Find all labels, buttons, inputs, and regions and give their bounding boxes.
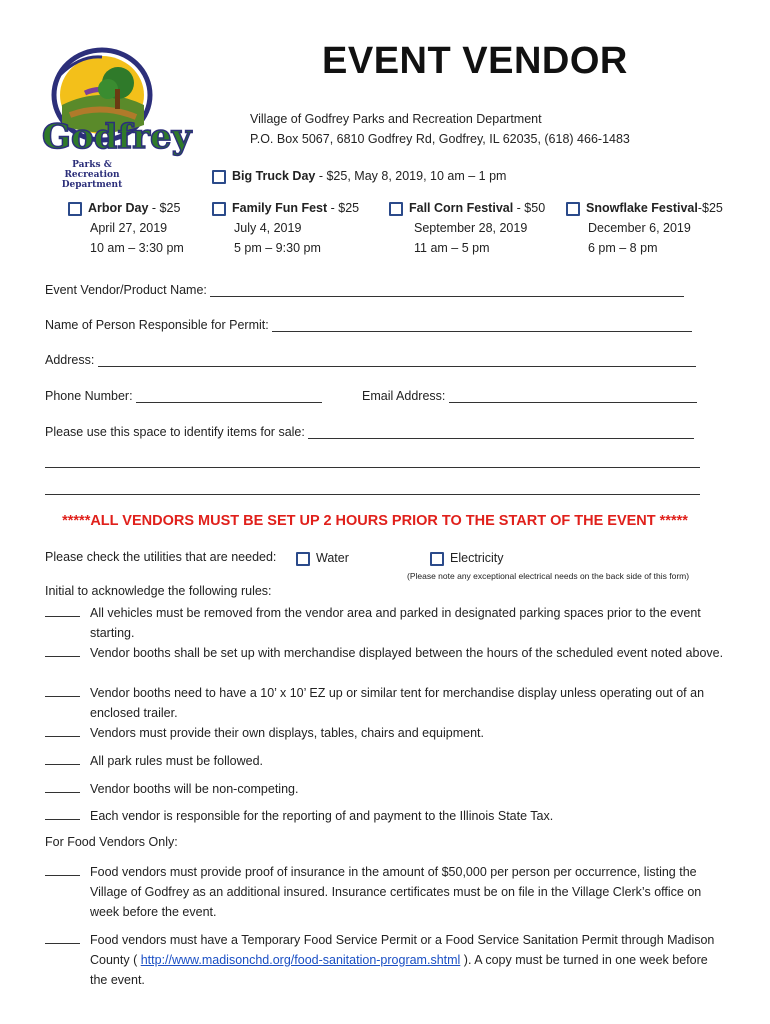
address-row [45,353,696,367]
items-label: Please use this space to identify items for sale: [45,425,305,439]
event-price: - $25 [327,201,360,215]
event-name: Snowflake Festival [586,201,698,215]
event-family-fun-fest [212,198,359,258]
rule-text: Vendor booths shall be set up with merchandise displayed between the hours of the scheduled event noted above. [90,646,724,660]
initial-field[interactable] [45,930,80,944]
logo-name: Godfrey [42,117,192,157]
rule-text: Vendors must provide their own displays, tables, chairs and equipment. [90,726,484,740]
page-title: EVENT VENDOR [322,40,628,82]
email-field[interactable] [449,390,697,403]
food-intro: For Food Vendors Only: [45,835,178,849]
water-checkbox[interactable] [296,552,310,566]
event-arbor-day [68,198,184,258]
event-price: -$25 [697,201,723,215]
big-truck-day-detail: - $25, May 8, 2019, 10 am – 1 pm [315,169,507,183]
rule-item [45,603,725,643]
rule-text: Each vendor is responsible for the reporting of and payment to the Illinois State Tax. [90,809,554,823]
electricity-option [430,548,503,568]
phone-field[interactable] [136,390,322,403]
phone-label: Phone Number: [45,389,133,403]
vendor-name-row [45,283,684,297]
event-time: 6 pm – 8 pm [588,241,658,255]
food-rule-text: Food vendors must provide proof of insurance in the amount of $50,000 per person per occurrence, listing the Village of Godfrey as an additional insured. Insurance certificates must be on file in the Village Clerk’s office on week before the event. [90,865,702,919]
event-date: July 4, 2019 [234,221,302,235]
items-field[interactable] [308,426,694,439]
rule-item [45,806,725,826]
rule-text: All park rules must be followed. [90,754,263,768]
big-truck-day-checkbox[interactable] [212,170,226,184]
electricity-label: Electricity [450,551,504,565]
rule-item [45,643,725,663]
food-rule-item [45,862,725,922]
initial-field[interactable] [45,723,80,737]
setup-warning: *****ALL VENDORS MUST BE SET UP 2 HOURS PRIOR TO THE START OF THE EVENT ***** [62,513,688,529]
event-name: Fall Corn Festival [409,201,514,215]
address-line-2: P.O. Box 5067, 6810 Godfrey Rd, Godfrey, IL 62035, (618) 466-1483 [250,132,630,146]
utilities-prompt: Please check the utilities that are needed: [45,550,277,564]
event-price: - $25 [148,201,181,215]
items-line-2[interactable] [45,467,700,468]
email-row [362,389,697,403]
family-fun-fest-checkbox[interactable] [212,202,226,216]
items-row [45,425,694,439]
godfrey-logo [40,45,192,190]
food-rule-after: ). A copy must be turned in one week before the event. [90,953,708,987]
address-field[interactable] [98,354,696,367]
big-truck-day-name: Big Truck Day [232,169,316,183]
address-line-1: Village of Godfrey Parks and Recreation Department [250,112,542,126]
vendor-name-field[interactable] [210,284,684,297]
rule-item [45,723,725,743]
water-option [296,548,349,568]
rule-item [45,779,725,799]
items-line-3[interactable] [45,494,700,495]
phone-row [45,389,322,403]
madison-county-link[interactable]: http://www.madisonchd.org/food-sanitation-program.shtml [140,953,461,967]
initial-field[interactable] [45,751,80,765]
event-snowflake-festival [566,198,723,258]
water-label: Water [316,551,349,565]
person-row [45,318,692,332]
event-price: - $50 [513,201,546,215]
initial-field[interactable] [45,643,80,657]
initial-field[interactable] [45,779,80,793]
food-rule-before: Food vendors must have a Temporary Food Service Permit or a Food Service Sanitation Permit through Madison County ( [90,933,715,967]
rule-text: All vehicles must be removed from the vendor area and parked in designated parking spaces prior to the event starting. [90,606,701,640]
event-name: Family Fun Fest [232,201,328,215]
arbor-day-checkbox[interactable] [68,202,82,216]
big-truck-day-option [212,166,506,186]
fall-corn-festival-checkbox[interactable] [389,202,403,216]
person-label: Name of Person Responsible for Permit: [45,318,269,332]
event-date: September 28, 2019 [414,221,528,235]
logo-subtitle: Parks & Recreation Department [61,160,123,190]
electricity-checkbox[interactable] [430,552,444,566]
initial-field[interactable] [45,806,80,820]
event-name: Arbor Day [88,201,149,215]
vendor-name-label: Event Vendor/Product Name: [45,283,207,297]
event-date: December 6, 2019 [588,221,691,235]
rule-text: Vendor booths need to have a 10’ x 10’ EZ up or similar tent for merchandise display unless operating out of an enclosed trailer. [90,686,705,720]
rule-item [45,683,725,723]
event-time: 10 am – 3:30 pm [90,241,184,255]
snowflake-festival-checkbox[interactable] [566,202,580,216]
rule-text: Vendor booths will be non-competing. [90,782,299,796]
rules-intro: Initial to acknowledge the following rules: [45,584,272,598]
initial-field[interactable] [45,603,80,617]
person-field[interactable] [272,319,692,332]
food-rule-item [45,930,725,990]
food-rule-text [90,930,725,990]
event-fall-corn-festival [389,198,545,258]
initial-field[interactable] [45,862,80,876]
event-time: 5 pm – 9:30 pm [234,241,321,255]
email-label: Email Address: [362,389,446,403]
electrical-note: (Please note any exceptional electrical needs on the back side of this form) [407,571,690,581]
initial-field[interactable] [45,683,80,697]
rule-item [45,751,725,771]
address-label: Address: [45,353,95,367]
event-time: 11 am – 5 pm [414,241,490,255]
event-date: April 27, 2019 [90,221,168,235]
